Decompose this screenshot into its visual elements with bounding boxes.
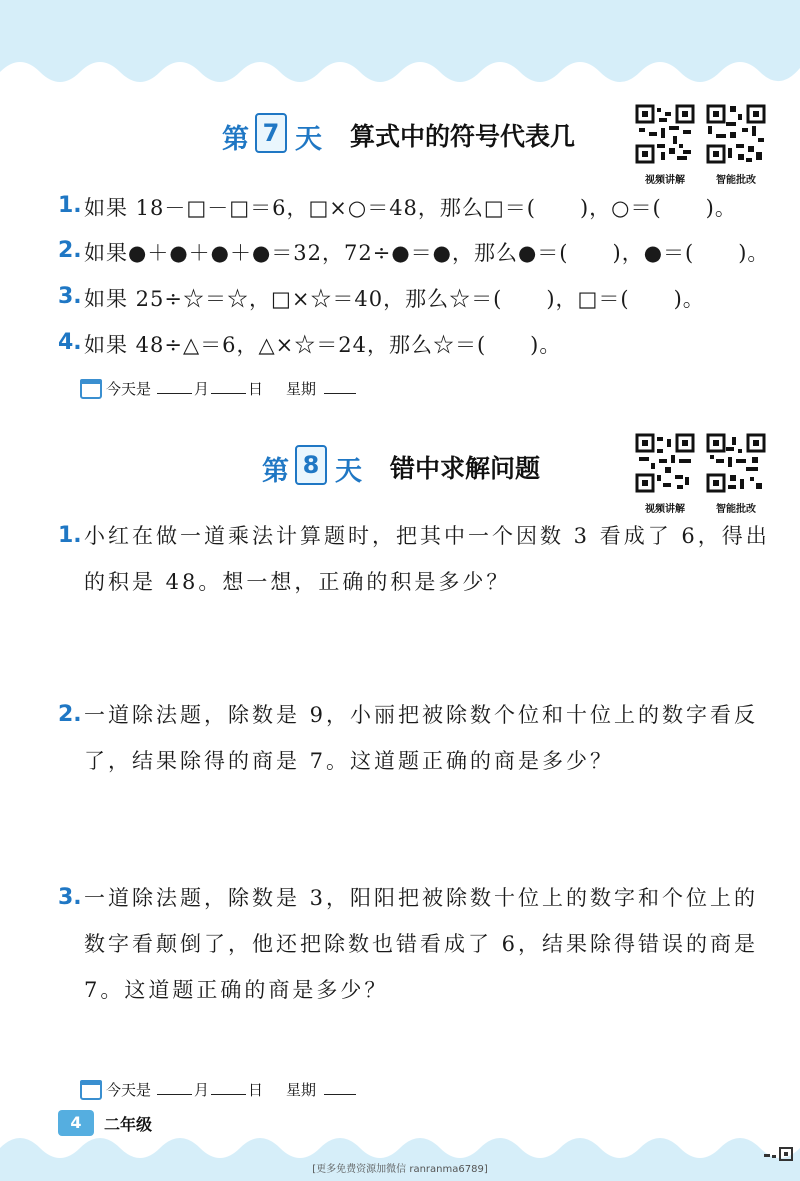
day7-number: 7 — [255, 113, 287, 153]
day8-q1-line2: 的积是 48。想一想，正确的积是多少？ — [84, 570, 511, 594]
date-day-label: 日 — [248, 1081, 264, 1099]
day7-header — [222, 117, 622, 155]
footer-note: [更多免费资源加微信 ranranma6789] — [312, 1164, 488, 1175]
day7-q3-text: 如果 25÷☆＝☆，□×☆＝40，那么☆＝( )，□＝( )。 — [84, 287, 705, 311]
day8-date-row — [80, 1079, 380, 1101]
day7-title: 算式中的符号代表几 — [350, 122, 576, 151]
date-month-label: 月 — [194, 380, 210, 398]
day8-q1-line1: 小红在做一道乘法计算题时，把其中一个因数 3 看成了 6，得出 — [84, 524, 770, 548]
qr-video-label: 视频讲解 — [645, 504, 685, 515]
corner-mini-qr-icon — [764, 1146, 794, 1166]
page-number-badge: 4 — [58, 1110, 94, 1136]
qr-code-video-icon[interactable] — [635, 104, 695, 164]
day-blank[interactable] — [211, 393, 246, 394]
day7-q2-number: 2. — [58, 238, 82, 263]
qr-code-video-icon[interactable] — [635, 433, 695, 493]
qr-video-label: 视频讲解 — [645, 175, 685, 186]
date-today-label: 今天是 — [106, 1081, 152, 1099]
date-week-label: 星期 — [286, 1081, 317, 1099]
day8-q3-line3: 7。这道题正确的商是多少？ — [84, 978, 389, 1002]
date-day-label: 日 — [248, 380, 264, 398]
top-wave-band — [0, 0, 800, 95]
day8-prefix: 第 — [262, 456, 289, 487]
qr-grade-label: 智能批改 — [716, 504, 756, 515]
day7-prefix: 第 — [222, 124, 249, 155]
day7-q1-number: 1. — [58, 193, 82, 218]
day7-q4-number: 4. — [58, 330, 82, 355]
date-month-label: 月 — [194, 1081, 210, 1099]
day8-suffix: 天 — [335, 456, 362, 487]
day7-q3-number: 3. — [58, 284, 82, 309]
qr-code-grading-icon[interactable] — [706, 433, 766, 493]
calendar-icon — [80, 379, 102, 399]
day8-q1-number: 1. — [58, 523, 82, 548]
day8-number: 8 — [295, 445, 327, 485]
month-blank[interactable] — [157, 1094, 192, 1095]
calendar-icon — [80, 1080, 102, 1100]
date-today-label: 今天是 — [106, 380, 152, 398]
week-blank[interactable] — [324, 1094, 356, 1095]
day8-q3-line2: 数字看颠倒了，他还把除数也错看成了 6，结果除得错误的商是 — [84, 932, 759, 956]
qr-grade-label: 智能批改 — [716, 175, 756, 186]
day7-date-row — [80, 378, 380, 400]
day8-q2-line2: 了，结果除得的商是 7。这道题正确的商是多少？ — [84, 749, 615, 773]
week-blank[interactable] — [324, 393, 356, 394]
day8-q3-number: 3. — [58, 885, 82, 910]
day7-q2-text: 如果●＋●＋●＋●＝32，72÷●＝●，那么●＝( )，●＝( )。 — [84, 241, 770, 265]
day7-suffix: 天 — [295, 124, 322, 155]
day-blank[interactable] — [211, 1094, 246, 1095]
grade-label: 二年级 — [104, 1115, 153, 1134]
day7-q1-text: 如果 18－□－□＝6，□×○＝48，那么□＝( )，○＝( )。 — [84, 196, 737, 220]
day8-q2-line1: 一道除法题，除数是 9，小丽把被除数个位和十位上的数字看反 — [84, 703, 759, 727]
month-blank[interactable] — [157, 393, 192, 394]
qr-code-grading-icon[interactable] — [706, 104, 766, 164]
day7-q4-text: 如果 48÷△＝6，△×☆＝24，那么☆＝( )。 — [84, 333, 562, 357]
day8-q2-number: 2. — [58, 702, 82, 727]
day8-title: 错中求解问题 — [390, 454, 541, 483]
day8-header — [262, 449, 602, 487]
day8-q3-line1: 一道除法题，除数是 3，阳阳把被除数十位上的数字和个位上的 — [84, 886, 759, 910]
date-week-label: 星期 — [286, 380, 317, 398]
